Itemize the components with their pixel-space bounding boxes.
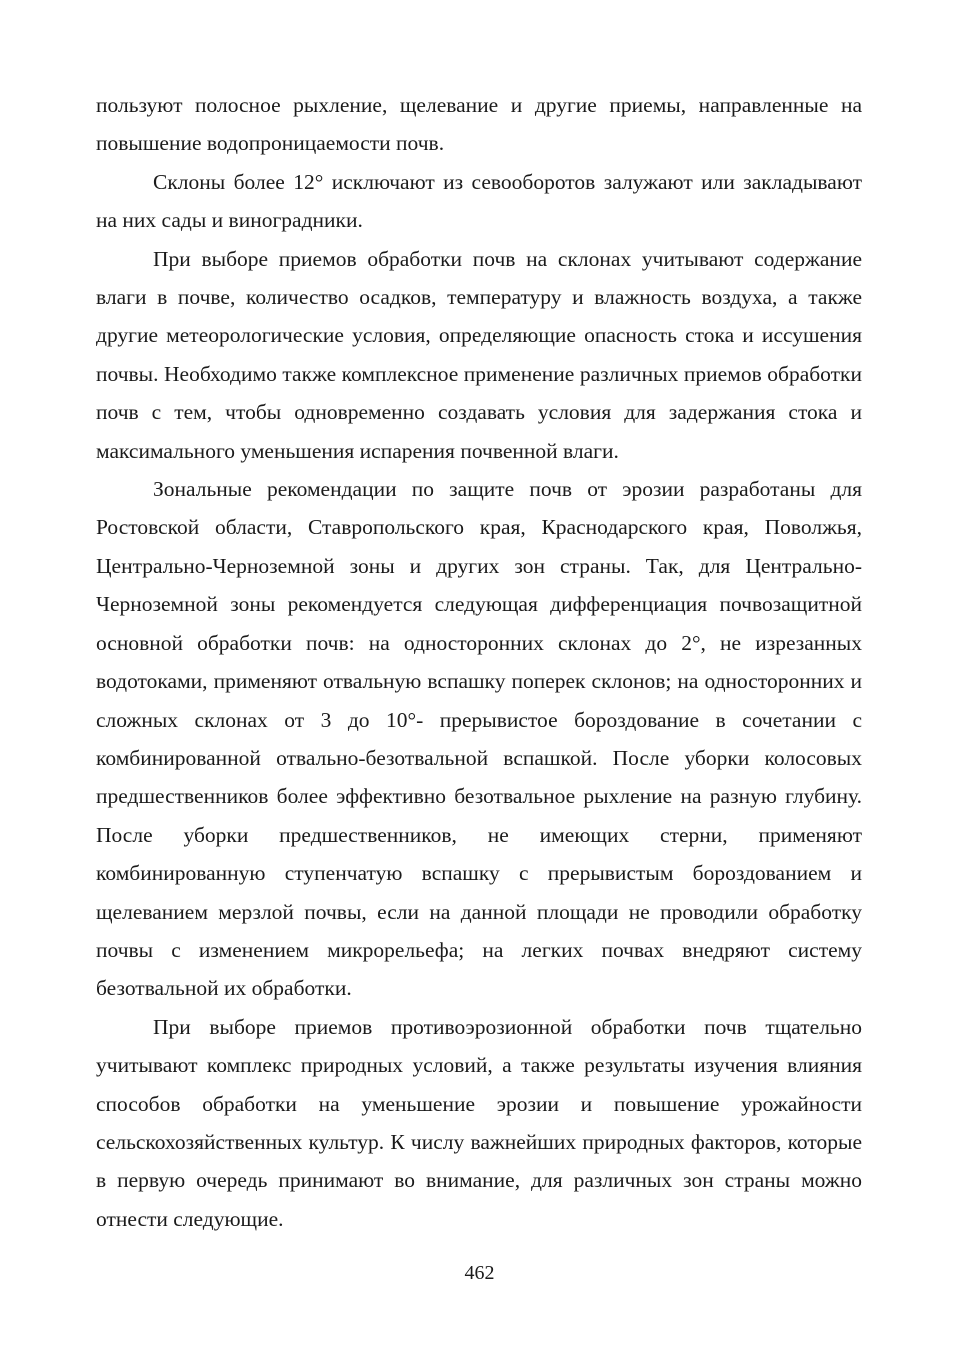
- paragraph-slopes: Склоны более 12° исключают из севооборотов залужают или закладывают на них сады и виноградники.: [96, 169, 862, 233]
- page-number: 462: [464, 1262, 495, 1284]
- paragraph-antierosion: При выборе приемов противоэрозионной обработки почв тщательно учитывают комплекс природных условий, а также результаты изучения влияния способов обработки на уменьшение эрозии и повышение урожайности сельскохозяйственных культур. К числу важнейших природных факторов, которые в первую очередь принимают во внимание, для различных зон страны можно отнести следующие.: [96, 1014, 862, 1231]
- body-text: [96, 86, 862, 1238]
- paragraph-continuation: пользуют полосное рыхление, щелевание и другие приемы, направленные на повышение водопроницаемости почв.: [96, 93, 862, 156]
- paragraph-zonal-recommendations: Зональные рекомендации по защите почв от эрозии разработаны для Ростовской области, Ставропольского края, Краснодарского края, Поволжья, Центрально-Черноземной зоны и других зон страны. Так, для Центрально-Черноземной зоны рекомендуется следующая дифференциация почвозащитной основной обработки почв: на односторонних склонах до 2°, не изрезанных водотоками, применяют отвальную вспашку поперек склонов; на односторонних и сложных склонах от 3 до 10°- прерывистое бороздование в сочетании с комбинированной отвально-безотвальной вспашкой. После уборки колосовых предшественников более эффективно безотвальное рыхление на разную глубину. После уборки предшественников, не имеющих стерни, применяют комбинированную ступенчатую вспашку с прерывистым бороздованием и щелеванием мерзлой почвы, если на данной площади не проводили обработку почвы с изменением микрорельефа; на легких почвах внедряют систему безотвальной их обработки.: [96, 477, 862, 1001]
- paragraph-tillage-choice: При выборе приемов обработки почв на склонах учитывают содержание влаги в почве, количество осадков, температуру и влажность воздуха, а также другие метеорологические условия, определяющие опасность стока и иссушения почвы. Необходимо также комплексное применение различных приемов обработки почв с тем, чтобы одновременно создавать условия для задержания стока и максимального уменьшения испарения почвенной влаги.: [96, 246, 862, 463]
